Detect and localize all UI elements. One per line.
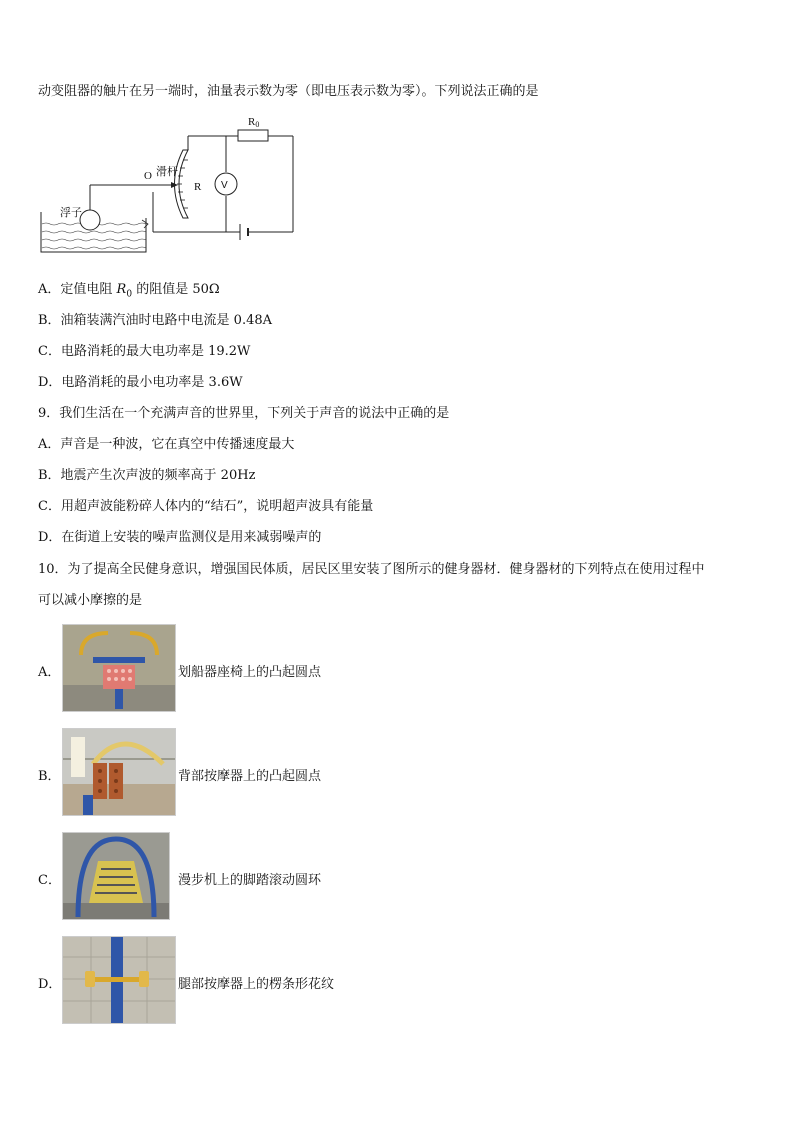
float-label: 浮子	[60, 206, 82, 219]
tank-valve	[142, 220, 148, 228]
q10-option-b-label[interactable]: B．	[38, 769, 61, 784]
q9-option-a[interactable]: A．声音是一种波，它在真空中传播速度最大	[38, 437, 295, 452]
q8-a-var: R	[116, 282, 127, 297]
wires	[90, 136, 293, 232]
float	[80, 210, 100, 230]
r0-label: R0	[248, 116, 260, 129]
q10-option-c-caption: 漫步机上的脚踏滚动圆环	[178, 873, 322, 888]
resistor-r0	[238, 130, 268, 141]
q8-option-c[interactable]: C．电路消耗的最大电功率是 19.2W	[38, 344, 251, 359]
voltmeter-label: V	[221, 180, 228, 191]
circuit-diagram	[38, 112, 308, 257]
r-label: R	[194, 181, 202, 193]
q10-stem-line2: 可以减小摩擦的是	[38, 593, 143, 608]
q10-option-d-caption: 腿部按摩器上的楞条形花纹	[178, 977, 335, 992]
slider-label: 滑杆	[156, 165, 178, 178]
q9-option-b[interactable]: B．地震产生次声波的频率高于 20Hz	[38, 468, 256, 483]
q8-option-b[interactable]: B．油箱装满汽油时电路中电流是 0.48A	[38, 313, 273, 328]
q10-option-c-label[interactable]: C．	[38, 873, 61, 888]
q8-a-sub: 0	[126, 289, 133, 300]
q10-option-a-label[interactable]: A．	[38, 665, 61, 680]
q9-option-d[interactable]: D．在街道上安装的噪声监测仪是用来减弱噪声的	[38, 530, 322, 545]
leg-massager-photo	[62, 936, 176, 1024]
q8-option-a[interactable]	[38, 282, 220, 303]
back-massager-photo	[62, 728, 176, 816]
q8-a-prefix: A．定值电阻	[38, 282, 117, 297]
q9-stem: 9．我们生活在一个充满声音的世界里，下列关于声音的说法中正确的是	[38, 406, 450, 421]
o-label: O	[144, 170, 152, 182]
q10-option-a-caption: 划船器座椅上的凸起圆点	[178, 665, 322, 680]
q8-a-suffix: 的阻值是 50Ω	[132, 282, 220, 297]
q10-option-b-caption: 背部按摩器上的凸起圆点	[178, 769, 322, 784]
q8-option-d[interactable]: D．电路消耗的最小电功率是 3.6W	[38, 375, 243, 390]
q9-option-c[interactable]: C．用超声波能粉碎人体内的“结石”，说明超声波具有能量	[38, 499, 374, 514]
walking-machine-photo	[62, 832, 170, 920]
q10-option-d-label[interactable]: D．	[38, 977, 62, 992]
rowing-machine-photo	[62, 624, 176, 712]
intro-text: 动变阻器的触片在另一端时，油量表示数为零（即电压表示数为零）。下列说法正确的是	[38, 84, 539, 99]
q10-stem-line1: 10．为了提高全民健身意识，增强国民体质，居民区里安装了图所示的健身器材．健身器材的下列特点在使用过程中	[38, 562, 705, 577]
